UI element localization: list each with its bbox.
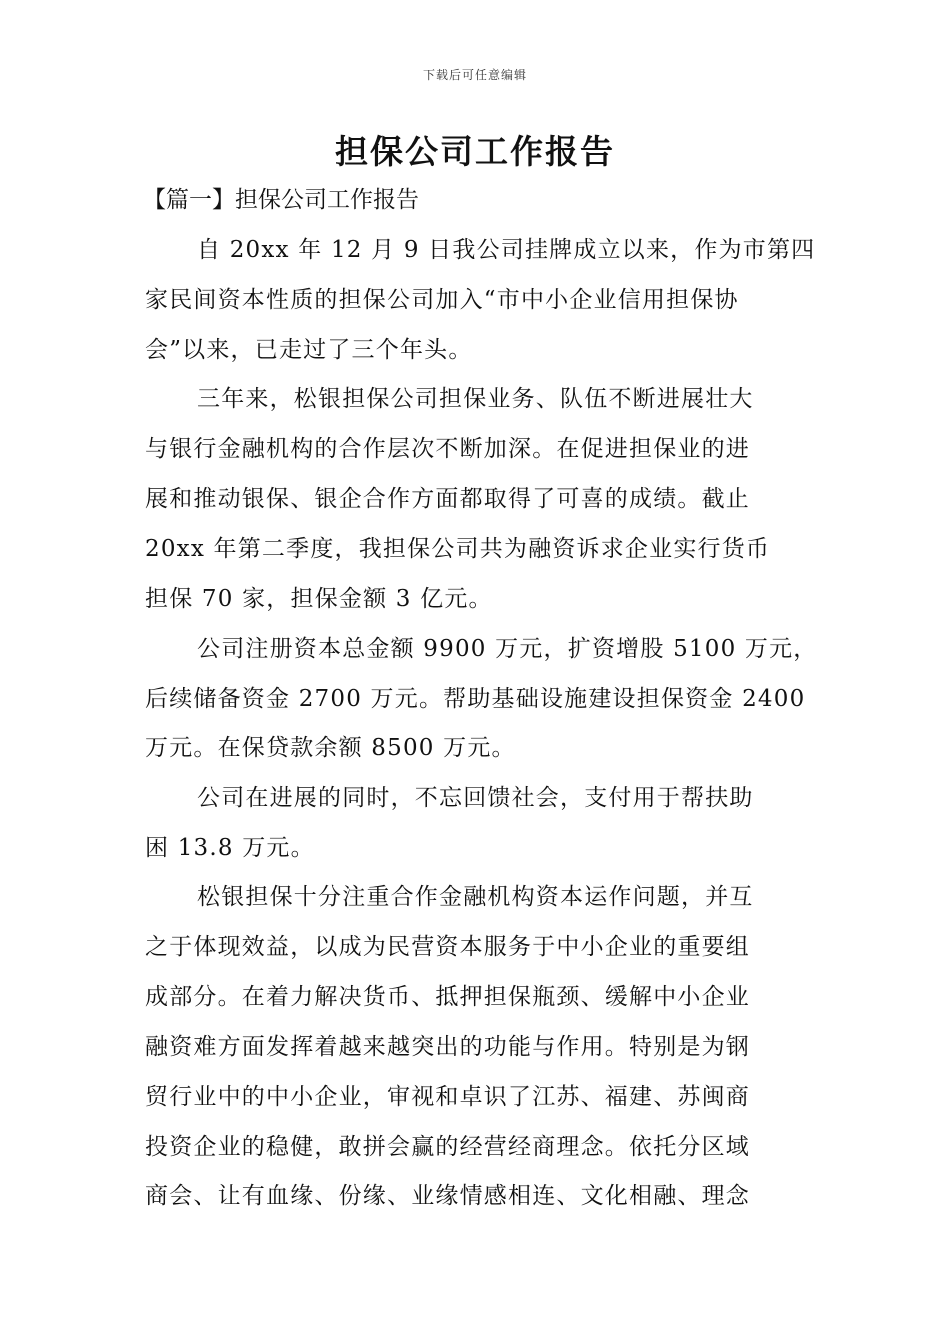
body-line: 成部分。在着力解决货币、抵押担保瓶颈、缓解中小企业 [145, 984, 750, 1010]
body-line: 自 20xx 年 12 月 9 日我公司挂牌成立以来，作为市第四 [197, 237, 816, 263]
body-line: 之于体现效益，以成为民营资本服务于中小企业的重要组 [145, 934, 750, 960]
body-line: 投资企业的稳健，敢拼会赢的经营经商理念。依托分区域 [145, 1134, 750, 1160]
body-line: 商会、让有血缘、份缘、业缘情感相连、文化相融、理念 [145, 1183, 750, 1209]
header-note: 下载后可任意编辑 [422, 68, 527, 82]
body-line: 松银担保十分注重合作金融机构资本运作问题，并互 [197, 884, 754, 910]
body-line: 与银行金融机构的合作层次不断加深。在促进担保业的进 [145, 436, 750, 462]
document-title: 担保公司工作报告 [335, 132, 615, 171]
section-heading: 【篇一】担保公司工作报告 [143, 187, 419, 213]
body-line: 20xx 年第二季度，我担保公司共为融资诉求企业实行货币 [145, 536, 771, 562]
body-line: 担保 70 家，担保金额 3 亿元。 [145, 586, 493, 612]
body-line: 困 13.8 万元。 [145, 835, 315, 861]
body-line: 公司在进展的同时，不忘回馈社会，支付用于帮扶助 [197, 785, 754, 811]
body-line: 融资难方面发挥着越来越突出的功能与作用。特别是为钢 [145, 1034, 750, 1060]
body-line: 三年来，松银担保公司担保业务、队伍不断进展壮大 [197, 386, 754, 412]
body-line: 后续储备资金 2700 万元。帮助基础设施建设担保资金 2400 [145, 686, 806, 712]
body-line: 展和推动银保、银企合作方面都取得了可喜的成绩。截止 [145, 486, 750, 512]
body-line: 会”以来，已走过了三个年头。 [145, 337, 473, 363]
body-line: 万元。在保贷款余额 8500 万元。 [145, 735, 516, 761]
body-line: 贸行业中的中小企业，审视和卓识了江苏、福建、苏闽商 [145, 1084, 750, 1110]
body-line: 公司注册资本总金额 9900 万元，扩资增股 5100 万元， [197, 636, 818, 662]
body-line: 家民间资本性质的担保公司加入“市中小企业信用担保协 [145, 287, 739, 313]
